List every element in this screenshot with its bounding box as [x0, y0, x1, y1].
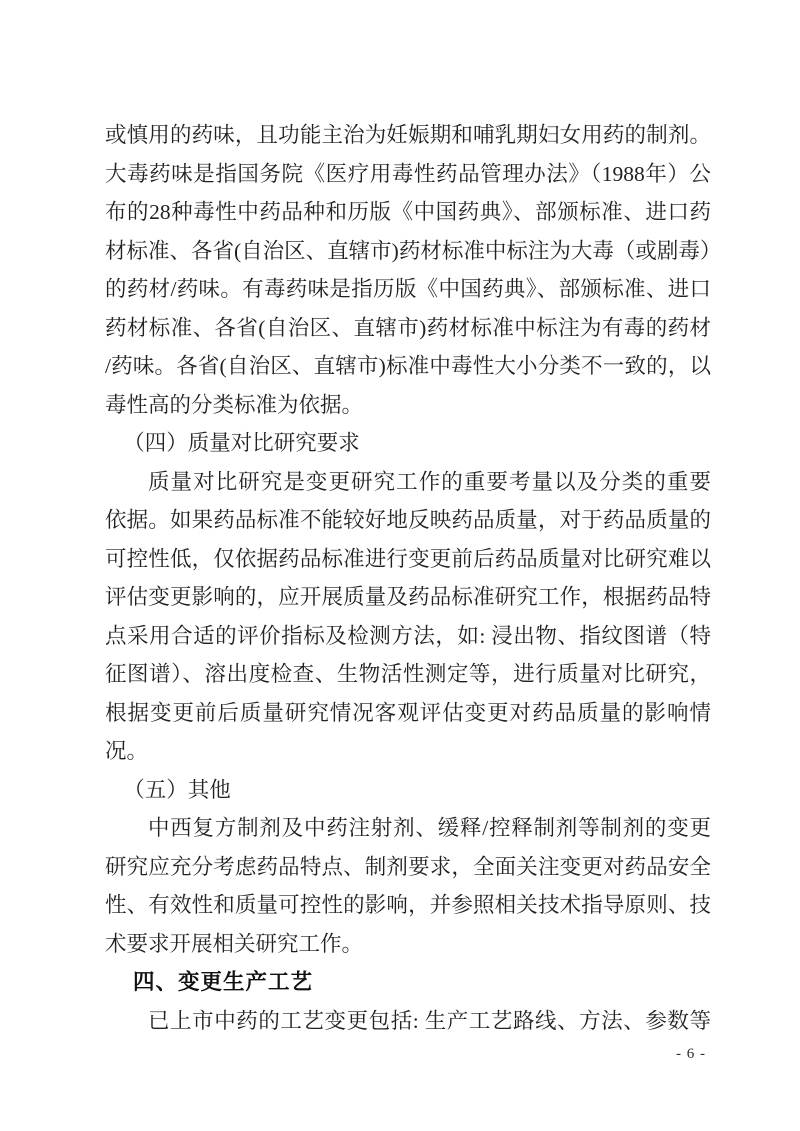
- text-line: 的药材/药味。有毒药味是指历版《中国药典》、部颁标准、进口: [105, 277, 711, 301]
- text-line: 评估变更影响的，应开展质量及药品标准研究工作，根据药品特: [105, 585, 711, 609]
- text-line: 已上市中药的工艺变更包括: 生产工艺路线、方法、参数等: [148, 1008, 711, 1033]
- text-line: 中西复方制剂及中药注射剂、缓释/控释制剂等制剂的变更: [148, 816, 711, 840]
- text-line: 况。: [105, 739, 149, 763]
- text-line: 药材标准、各省(自治区、直辖市)药材标准中标注为有毒的药材: [105, 315, 711, 340]
- text-line: 依据。如果药品标准不能较好地反映药品质量，对于药品质量的: [105, 508, 711, 532]
- text-line: 性、有效性和质量可控性的影响，并参照相关技术指导原则、技: [105, 893, 711, 917]
- text-line: 四、变更生产工艺: [132, 970, 313, 994]
- text-line: 术要求开展相关研究工作。: [105, 931, 364, 956]
- text-line: （四）质量对比研究要求: [123, 431, 360, 455]
- text-line: 材标准、各省(自治区、直辖市)药材标准中标注为大毒（或剧毒）: [105, 238, 722, 263]
- text-line: 或慎用的药味，且功能主治为妊娠期和哺乳期妇女用药的制剂。: [105, 123, 711, 147]
- text-line: 布的28种毒性中药品种和历版《中国药典》、部颁标准、进口药: [105, 200, 711, 224]
- text-line: /药味。各省(自治区、直辖市)标准中毒性大小分类不一致的，以: [105, 354, 711, 378]
- text-line: 大毒药味是指国务院《医疗用毒性药品管理办法》（1988年）公: [105, 161, 711, 186]
- text-line: 研究应充分考虑药品特点、制剂要求，全面关注变更对药品安全: [105, 854, 711, 879]
- text-line: 毒性高的分类标准为依据。: [105, 392, 364, 417]
- text-line: 点采用合适的评价指标及检测方法，如: 浸出物、指纹图谱（特: [105, 623, 711, 648]
- page-number: - 6 -: [676, 1046, 706, 1062]
- text-line: （五）其他: [123, 777, 231, 802]
- text-line: 根据变更前后质量研究情况客观评估变更对药品质量的影响情: [105, 700, 711, 725]
- text-line: 可控性低，仅依据药品标准进行变更前后药品质量对比研究难以: [105, 546, 711, 571]
- text-line: 质量对比研究是变更研究工作的重要考量以及分类的重要: [148, 469, 711, 494]
- text-line: 征图谱）、溶出度检查、生物活性测定等，进行质量对比研究，: [105, 662, 711, 686]
- document-body: [105, 116, 722, 1040]
